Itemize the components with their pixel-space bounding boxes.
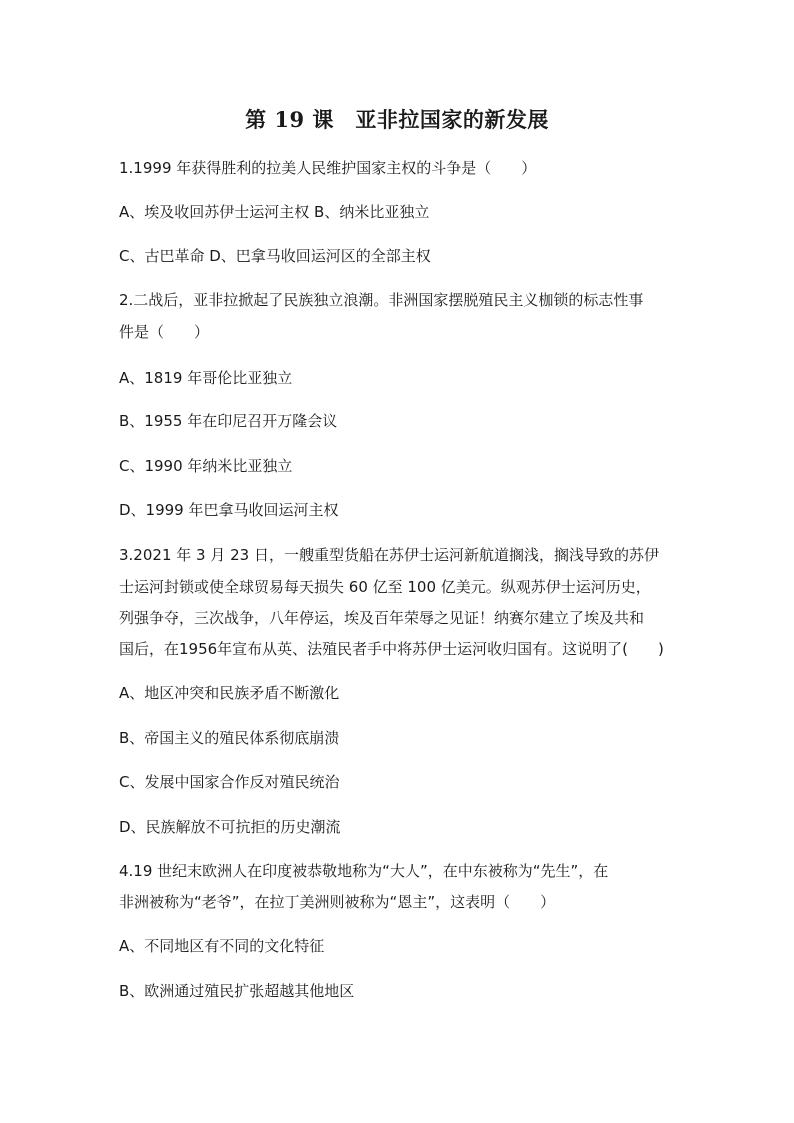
question-1-options-ab: A、埃及收回苏伊士运河主权 B、纳米比亚独立 (119, 203, 430, 221)
question-3-stem-line-4: 国后，在1956年宣布从英、法殖民者手中将苏伊士运河收归国有。这说明了( ) (119, 640, 664, 658)
question-4-option-a: A、不同地区有不同的文化特征 (119, 937, 325, 955)
question-3-option-c: C、发展中国家合作反对殖民统治 (119, 773, 340, 791)
question-4-stem-line-1: 4.19 世纪末欧洲人在印度被恭敬地称为“大人”，在中东被称为“先生”，在 (119, 862, 609, 880)
question-3-option-d: D、民族解放不可抗拒的历史潮流 (119, 818, 341, 836)
question-2-option-c: C、1990 年纳米比亚独立 (119, 457, 293, 475)
question-2-stem-line-2: 件是（ ） (119, 323, 210, 341)
question-3-stem-line-1: 3.2021 年 3 月 23 日，一艘重型货船在苏伊士运河新航道搁浅，搁浅导致的苏伊 (119, 546, 659, 564)
question-1-options-cd: C、古巴革命 D、巴拿马收回运河区的全部主权 (119, 247, 431, 265)
question-2-option-a: A、1819 年哥伦比亚独立 (119, 369, 293, 387)
question-4-option-b: B、欧洲通过殖民扩张超越其他地区 (119, 982, 355, 1000)
question-2-option-d: D、1999 年巴拿马收回运河主权 (119, 501, 339, 519)
question-1-stem: 1.1999 年获得胜利的拉美人民维护国家主权的斗争是（ ） (119, 159, 537, 177)
question-4-stem-line-2: 非洲被称为“老爷”，在拉丁美洲则被称为“恩主”，这表明（ ） (119, 893, 556, 911)
question-3-option-b: B、帝国主义的殖民体系彻底崩溃 (119, 729, 340, 747)
question-2-option-b: B、1955 年在印尼召开万隆会议 (119, 412, 338, 430)
question-3-stem-line-3: 列强争夺，三次战争，八年停运，埃及百年荣辱之见证！纳赛尔建立了埃及共和 (119, 609, 645, 627)
question-3-option-a: A、地区冲突和民族矛盾不断激化 (119, 684, 340, 702)
question-3-stem-line-2: 士运河封锁或使全球贸易每天损失 60 亿至 100 亿美元。纵观苏伊士运河历史， (119, 578, 651, 596)
lesson-title: 第 19 课 亚非拉国家的新发展 (245, 107, 549, 132)
question-2-stem-line-1: 2.二战后，亚非拉掀起了民族独立浪潮。非洲国家摆脱殖民主义枷锁的标志性事 (119, 291, 644, 309)
